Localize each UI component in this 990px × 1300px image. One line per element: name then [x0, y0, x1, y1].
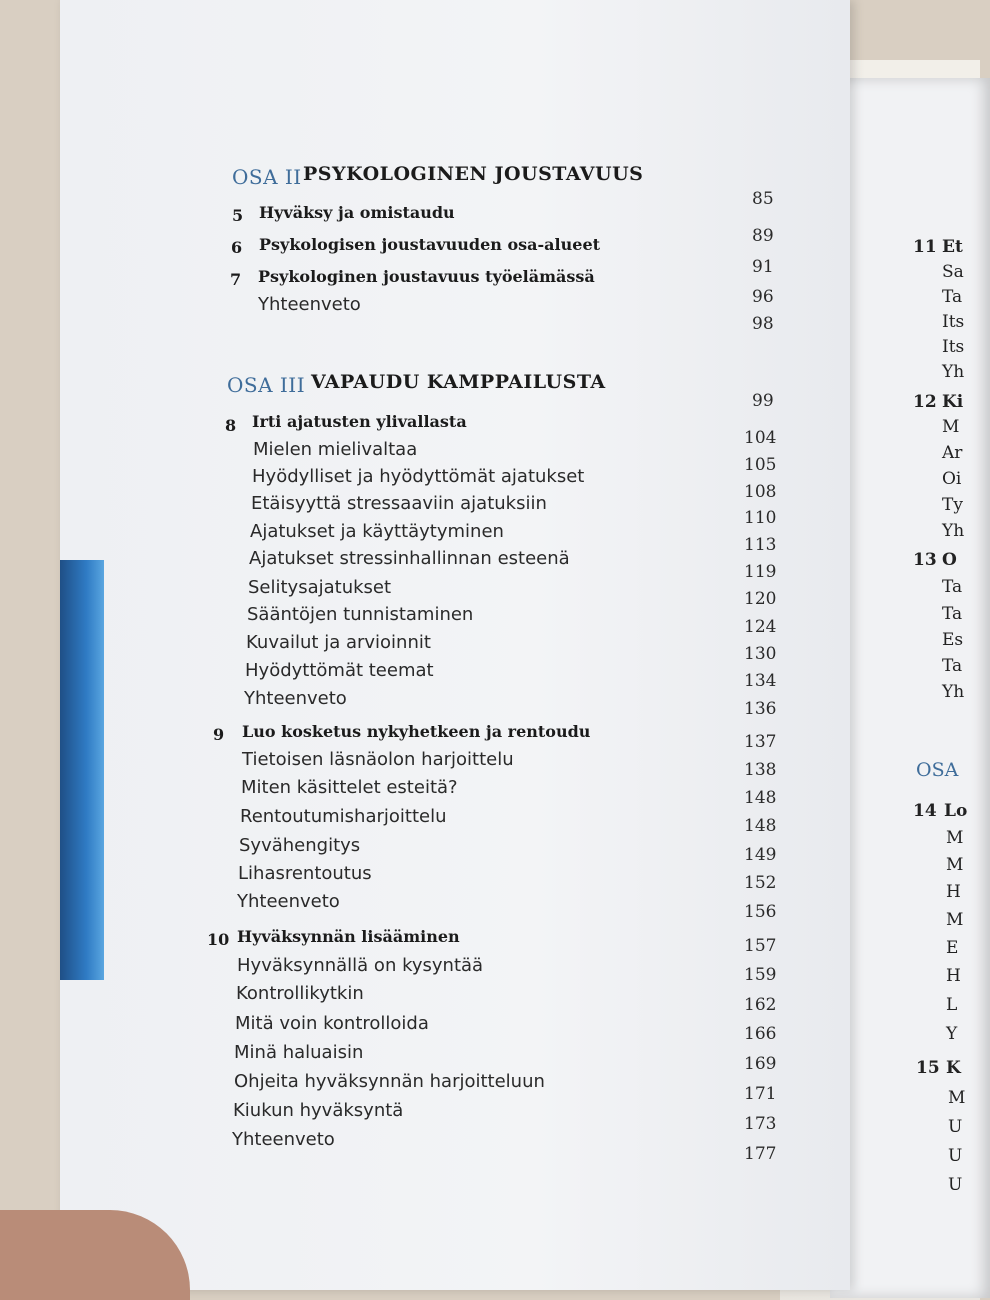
- right-fragment: Sa: [942, 262, 964, 282]
- section-title: Kiukun hyväksyntä: [233, 1100, 404, 1121]
- right-chapter-number: 13: [913, 550, 937, 570]
- page-number: 166: [744, 1024, 777, 1044]
- section-title: Hyödyttömät teemat: [245, 660, 434, 681]
- right-fragment: H: [946, 882, 961, 902]
- section-title: Mitä voin kontrolloida: [235, 1013, 429, 1034]
- right-fragment: L: [946, 995, 958, 1015]
- right-chapter-number: 14: [913, 801, 937, 821]
- chapter-title: Psykologinen joustavuus työelämässä: [258, 267, 595, 286]
- section-title: Tietoisen läsnäolon harjoittelu: [242, 749, 514, 770]
- part-label: OSA II: [232, 165, 302, 189]
- right-fragment: M: [946, 828, 964, 848]
- section-title: Yhteenveto: [258, 294, 361, 315]
- right-fragment: M: [948, 1088, 966, 1108]
- right-fragment: U: [948, 1117, 963, 1137]
- right-fragment: Et: [942, 237, 963, 257]
- section-title: Kuvailut ja arvioinnit: [246, 632, 431, 653]
- right-fragment: M: [946, 910, 964, 930]
- page-number: 98: [752, 314, 774, 334]
- chapter-number: 7: [230, 270, 242, 289]
- section-title: Hyödylliset ja hyödyttömät ajatukset: [252, 466, 585, 487]
- page-number: 162: [744, 995, 777, 1015]
- page-number: 148: [744, 788, 777, 808]
- right-fragment: Lo: [944, 801, 968, 821]
- chapter-title: Irti ajatusten ylivallasta: [252, 412, 467, 431]
- chapter-title: Psykologisen joustavuuden osa-alueet: [259, 235, 601, 254]
- right-fragment: Yh: [942, 362, 965, 382]
- section-title: Selitysajatukset: [248, 577, 392, 598]
- page-number: 149: [744, 845, 777, 865]
- section-title: Hyväksynnällä on kysyntää: [237, 955, 484, 976]
- page-number: 136: [744, 699, 777, 719]
- right-chapter-number: 15: [916, 1058, 940, 1078]
- right-fragment: Its: [942, 337, 965, 357]
- section-title: Etäisyyttä stressaaviin ajatuksiin: [251, 493, 547, 514]
- section-title: Ajatukset stressinhallinnan esteenä: [249, 548, 570, 569]
- page-number: 89: [752, 226, 774, 246]
- page-number: 177: [744, 1144, 777, 1164]
- chapter-title: Hyväksynnän lisääminen: [237, 927, 460, 946]
- section-title: Yhteenveto: [244, 688, 347, 709]
- right-fragment: H: [946, 966, 961, 986]
- right-fragment: Ar: [942, 443, 963, 463]
- section-title: Mielen mielivaltaa: [253, 439, 418, 460]
- section-title: Ohjeita hyväksynnän harjoitteluun: [234, 1071, 545, 1092]
- right-fragment: Es: [942, 630, 964, 650]
- page-number: 110: [744, 508, 777, 528]
- right-chapter-number: 11: [913, 237, 937, 257]
- chapter-number: 9: [213, 725, 225, 744]
- page-number: 119: [744, 562, 777, 582]
- page-number: 138: [744, 760, 777, 780]
- section-title: Minä haluaisin: [234, 1042, 364, 1063]
- page-number: 157: [744, 936, 777, 956]
- page-number: 108: [744, 482, 777, 502]
- right-fragment: Y: [946, 1024, 958, 1044]
- section-title: Rentoutumisharjoittelu: [240, 806, 447, 827]
- page-number: 99: [752, 391, 774, 411]
- page-number: 171: [744, 1084, 777, 1104]
- page-number: 156: [744, 902, 777, 922]
- chapter-number: 10: [207, 930, 230, 949]
- page-number: 148: [744, 816, 777, 836]
- page-number: 120: [744, 589, 777, 609]
- page-number: 91: [752, 257, 774, 277]
- right-fragment: Ta: [942, 577, 963, 597]
- section-title: Sääntöjen tunnistaminen: [247, 604, 474, 625]
- section-title: Lihasrentoutus: [238, 863, 372, 884]
- right-fragment: Yh: [942, 521, 965, 541]
- right-fragment: M: [942, 417, 960, 437]
- page-number: 159: [744, 965, 777, 985]
- page-number: 169: [744, 1054, 777, 1074]
- page-number: 124: [744, 617, 777, 637]
- right-fragment: K: [946, 1058, 961, 1078]
- right-fragment: Its: [942, 312, 965, 332]
- chapter-title: Luo kosketus nykyhetkeen ja rentoudu: [242, 722, 591, 741]
- right-fragment: M: [946, 855, 964, 875]
- chapter-number: 8: [225, 416, 237, 435]
- page-number: 173: [744, 1114, 777, 1134]
- chapter-title: Hyväksy ja omistaudu: [259, 203, 455, 222]
- right-chapter-number: 12: [913, 392, 937, 412]
- right-fragment: Yh: [942, 682, 965, 702]
- page-number: 130: [744, 644, 777, 664]
- page-number: 105: [744, 455, 777, 475]
- right-part-label: OSA: [916, 759, 959, 781]
- right-fragment: Ta: [942, 287, 963, 307]
- section-title: Yhteenveto: [232, 1129, 335, 1150]
- right-fragment: Ta: [942, 604, 963, 624]
- section-title: Syvähengitys: [239, 835, 361, 856]
- page-number: 104: [744, 428, 777, 448]
- right-fragment: Oi: [942, 469, 962, 489]
- right-fragment: U: [948, 1175, 963, 1195]
- right-fragment: O: [942, 550, 957, 570]
- section-title: Kontrollikytkin: [236, 983, 364, 1004]
- right-fragment: Ta: [942, 656, 963, 676]
- page-number: 152: [744, 873, 777, 893]
- part-label: OSA III: [227, 373, 306, 397]
- page-number: 137: [744, 732, 777, 752]
- right-fragment: U: [948, 1146, 963, 1166]
- section-title: Ajatukset ja käyttäytyminen: [250, 521, 504, 542]
- right-fragment: Ki: [942, 392, 964, 412]
- right-fragment: E: [946, 938, 959, 958]
- chapter-number: 5: [232, 206, 244, 225]
- page-number: 85: [752, 189, 774, 209]
- section-title: Miten käsittelet esteitä?: [241, 777, 458, 798]
- section-title: Yhteenveto: [237, 891, 340, 912]
- chapter-number: 6: [231, 238, 243, 257]
- part-title: PSYKOLOGINEN JOUSTAVUUS: [303, 163, 644, 185]
- page-number: 113: [744, 535, 777, 555]
- right-fragment: Ty: [942, 495, 963, 515]
- page-number: 134: [744, 671, 777, 691]
- part-title: VAPAUDU KAMPPAILUSTA: [311, 371, 606, 393]
- page-number: 96: [752, 287, 774, 307]
